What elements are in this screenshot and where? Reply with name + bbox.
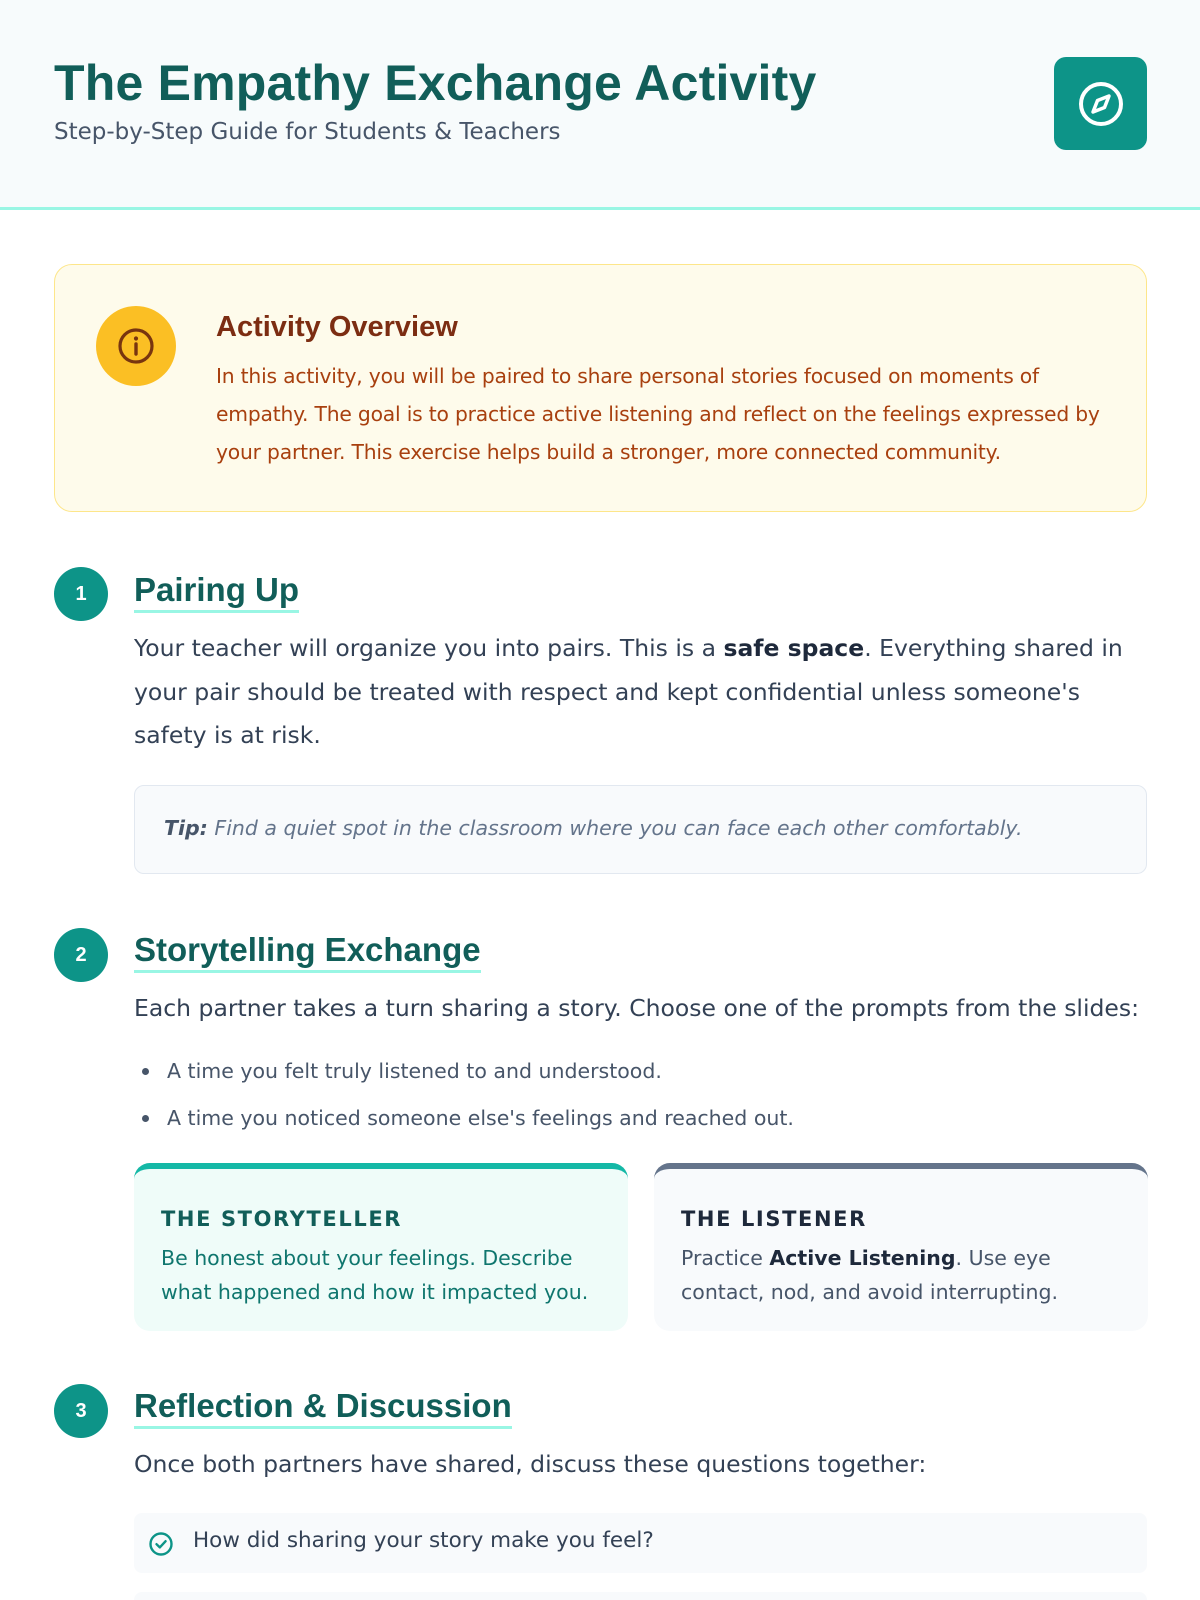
check-circle-icon [148, 1531, 174, 1557]
storyteller-card [134, 1163, 628, 1331]
step-2-title: Storytelling Exchange [134, 930, 481, 973]
active-listening-emphasis: Active Listening [769, 1246, 956, 1270]
step-1-badge: 1 [54, 567, 108, 621]
info-icon [116, 326, 156, 366]
overview-title: Activity Overview [216, 311, 458, 343]
compass-button[interactable] [1054, 57, 1147, 150]
info-icon-badge [96, 306, 176, 386]
step-1-title: Pairing Up [134, 570, 299, 613]
step-3-title: Reflection & Discussion [134, 1386, 512, 1429]
question-item [134, 1592, 1147, 1600]
question-text: How did sharing your story make you feel? [193, 1528, 654, 1553]
step-3-badge: 3 [54, 1384, 108, 1438]
page-subtitle: Step-by-Step Guide for Students & Teachers [54, 119, 561, 145]
listener-card [654, 1163, 1148, 1331]
list-item: A time you noticed someone else's feelings and reached out. [134, 1103, 794, 1150]
page-header [0, 0, 1200, 210]
activity-overview-card [54, 264, 1147, 512]
listener-text: Practice Active Listening. Use eye contact, nod, and avoid interrupting. [681, 1246, 1058, 1304]
storyteller-title: THE STORYTELLER [161, 1207, 403, 1231]
overview-text: In this activity, you will be paired to share personal stories focused on moments of empathy. The goal is to practice active listening and reflect on the feelings expressed by your partner. This exercise helps build a stronger, more connected community. [216, 364, 1100, 464]
safe-space-emphasis: safe space [723, 634, 865, 662]
listener-title: THE LISTENER [681, 1207, 867, 1231]
storyteller-text: Be honest about your feelings. Describe what happened and how it impacted you. [161, 1246, 589, 1304]
page-title: The Empathy Exchange Activity [54, 55, 817, 111]
list-item: A time you felt truly listened to and understood. [134, 1056, 794, 1103]
tip-text: Tip: Find a quiet spot in the classroom where you can face each other comfortably. [164, 816, 1023, 840]
compass-icon [1075, 78, 1127, 130]
prompt-list [134, 1056, 794, 1150]
step-1-text: Your teacher will organize you into pairs. This is a safe space. Everything shared in your pair should be treated with respect and kept confidential unless someone's safety is at risk. [134, 634, 1123, 749]
tip-label: Tip: [164, 816, 208, 840]
step-2-text: Each partner takes a turn sharing a story. Choose one of the prompts from the slides: [134, 994, 1140, 1022]
step-3-text: Once both partners have shared, discuss these questions together: [134, 1450, 927, 1478]
step-2-badge: 2 [54, 928, 108, 982]
tip-box [134, 785, 1147, 874]
question-item [134, 1513, 1147, 1573]
